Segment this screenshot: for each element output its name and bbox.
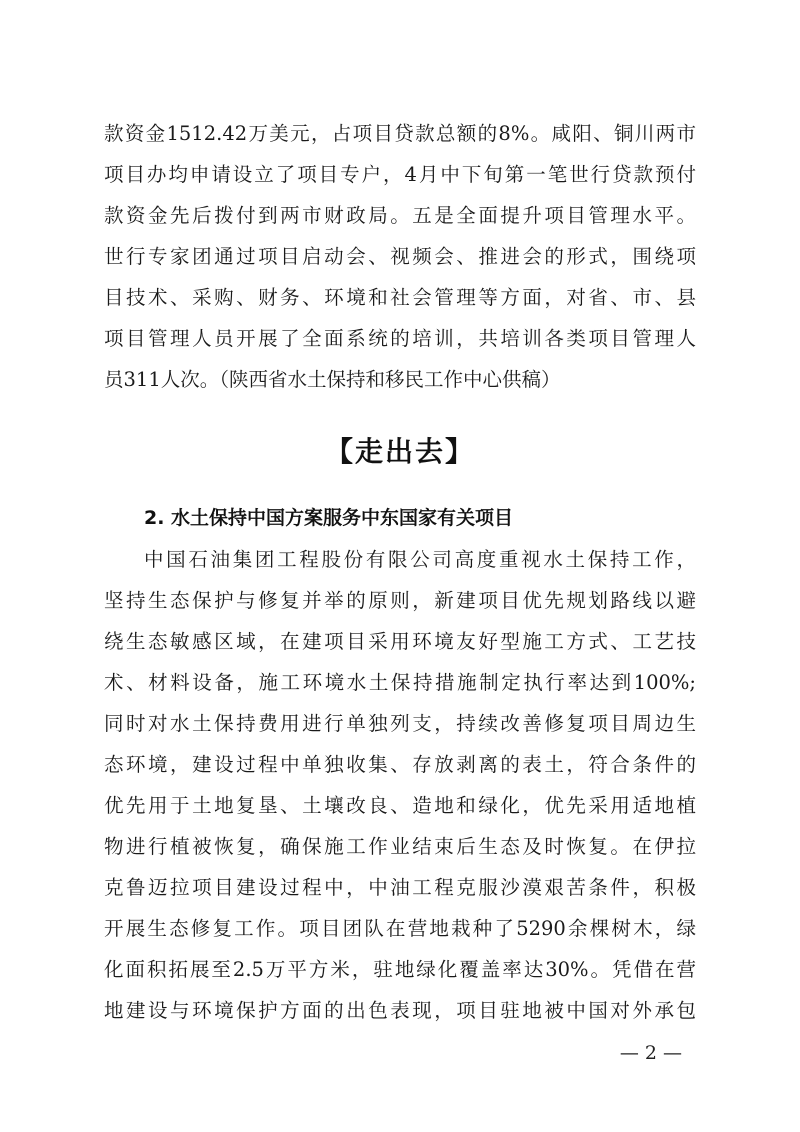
- text-line: 地建设与环境保护方面的出色表现，项目驻地被中国对外承包: [104, 999, 696, 1022]
- text-line: 坚持生态保护与修复并举的原则，新建项目优先规划路线以避: [104, 589, 696, 612]
- text-line: 克鲁迈拉项目建设过程中，中油工程克服沙漠艰苦条件，积极: [104, 876, 696, 899]
- text-line: 术、材料设备，施工环境水土保持措施制定执行率达到100%;: [104, 671, 696, 694]
- text-line: 中国石油集团工程股份有限公司高度重视水土保持工作，: [144, 548, 696, 571]
- page-number: — 2 —: [619, 1042, 682, 1064]
- item-heading: 2. 水土保持中国方案服务中东国家有关项目: [144, 507, 514, 529]
- text-line: 物进行植被恢复，确保施工作业结束后生态及时恢复。在伊拉: [104, 835, 696, 858]
- text-line: 态环境，建设过程中单独收集、存放剥离的表土，符合条件的: [104, 753, 696, 776]
- section-title: 【走出去】: [324, 435, 475, 468]
- text-line: 项目管理人员开展了全面系统的培训，共培训各类项目管理人: [104, 327, 696, 350]
- text-line: 优先用于土地复垦、土壤改良、造地和绿化，优先采用适地植: [104, 794, 696, 817]
- text-line: 目技术、采购、财务、环境和社会管理等方面，对省、市、县: [104, 286, 696, 309]
- text-line: 世行专家团通过项目启动会、视频会、推进会的形式，围绕项: [104, 245, 696, 268]
- text-line: 同时对水土保持费用进行单独列支，持续改善修复项目周边生: [104, 712, 696, 735]
- text-line: 项目办均申请设立了项目专户，4月中下旬第一笔世行贷款预付: [104, 163, 696, 186]
- text-line: 开展生态修复工作。项目团队在营地栽种了5290余棵树木，绿: [104, 917, 696, 940]
- text-line: 款资金1512.42万美元，占项目贷款总额的8%。咸阳、铜川两市: [104, 122, 696, 145]
- text-line: 款资金先后拨付到两市财政局。五是全面提升项目管理水平。: [104, 204, 696, 227]
- text-line: 化面积拓展至2.5万平方米，驻地绿化覆盖率达30%。凭借在营: [104, 958, 696, 981]
- text-line: 员311人次。（陕西省水土保持和移民工作中心供稿）: [104, 368, 561, 391]
- text-line: 绕生态敏感区域，在建项目采用环境友好型施工方式、工艺技: [104, 630, 696, 653]
